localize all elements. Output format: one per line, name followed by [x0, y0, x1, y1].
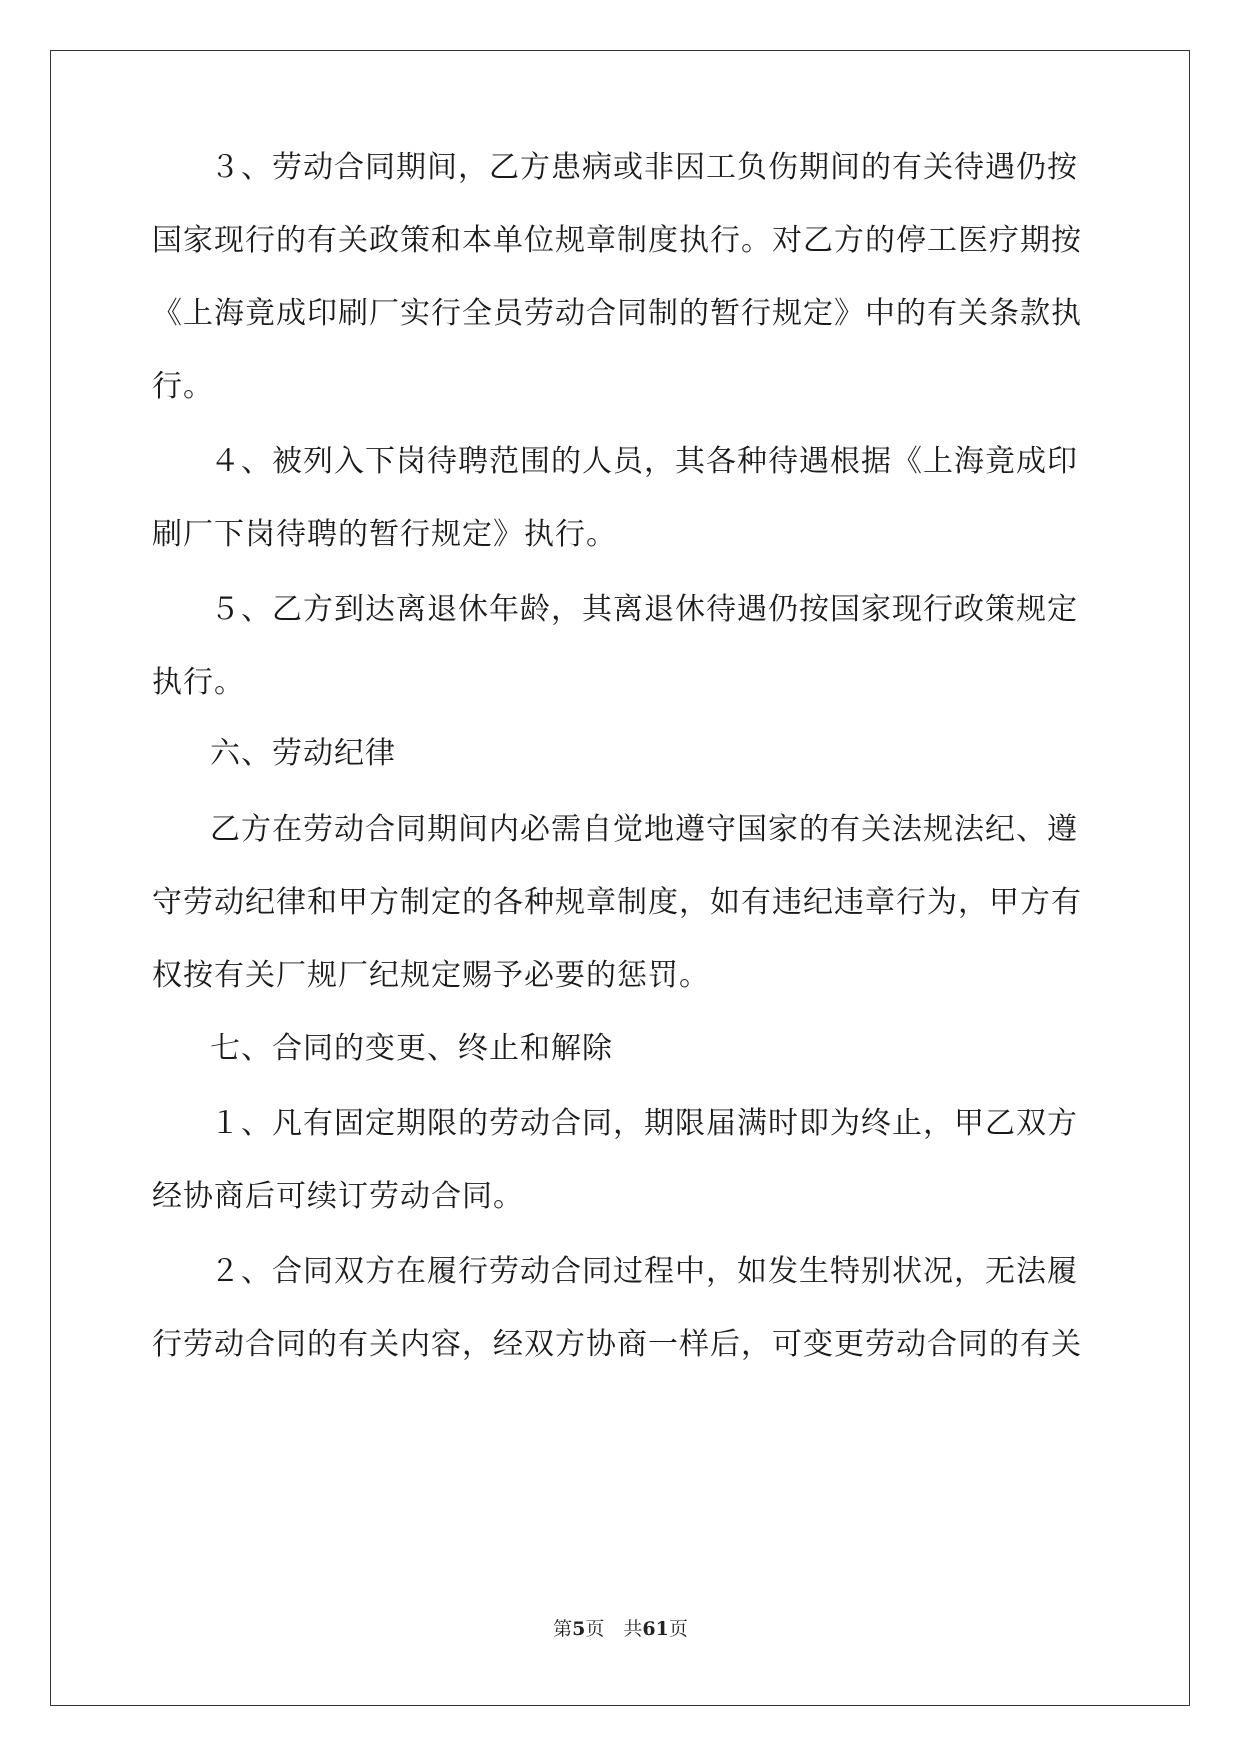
paragraph-line: 乙方在劳动合同期间内必需自觉地遵守国家的有关法规法纪、遵 [210, 812, 1078, 847]
paragraph-line: ５、乙方到达离退休年龄，其离退休待遇仍按国家现行政策规定 [210, 592, 1078, 627]
paragraph-line: 行。 [152, 369, 214, 404]
paragraph-line: 守劳动纪律和甲方制定的各种规章制度，如有违纪违章行为，甲方有 [152, 885, 1082, 920]
paragraph-line: ２、合同双方在履行劳动合同过程中，如发生特别状况，无法履 [210, 1254, 1078, 1289]
paragraph-line: 刷厂下岗待聘的暂行规定》执行。 [152, 517, 617, 552]
section-heading: 七、合同的变更、终止和解除 [210, 1031, 613, 1066]
paragraph-line: 经协商后可续订劳动合同。 [152, 1179, 524, 1214]
paragraph-line: ３、劳动合同期间，乙方患病或非因工负伤期间的有关待遇仍按 [210, 150, 1078, 185]
paragraph-line: １、凡有固定期限的劳动合同，期限届满时即为终止，甲乙双方 [210, 1106, 1078, 1141]
paragraph-line: 执行。 [152, 665, 245, 700]
footer-prefix: 第 [553, 1618, 573, 1640]
current-page-number: 5 [572, 1618, 586, 1640]
paragraph-line: 权按有关厂规厂纪规定赐予必要的惩罚。 [152, 958, 710, 993]
footer-mid: 页 共 [585, 1618, 643, 1640]
footer-suffix: 页 [668, 1618, 688, 1640]
section-heading: 六、劳动纪律 [210, 736, 396, 771]
paragraph-line: 《上海竟成印刷厂实行全员劳动合同制的暂行规定》中的有关条款执 [152, 296, 1082, 331]
total-pages-number: 61 [642, 1618, 669, 1640]
paragraph-line: 国家现行的有关政策和本单位规章制度执行。对乙方的停工医疗期按 [152, 223, 1082, 258]
paragraph-line: ４、被列入下岗待聘范围的人员，其各种待遇根据《上海竟成印 [210, 444, 1078, 479]
paragraph-line: 行劳动合同的有关内容，经双方协商一样后，可变更劳动合同的有关 [152, 1327, 1082, 1362]
page-footer [0, 1614, 1241, 1641]
